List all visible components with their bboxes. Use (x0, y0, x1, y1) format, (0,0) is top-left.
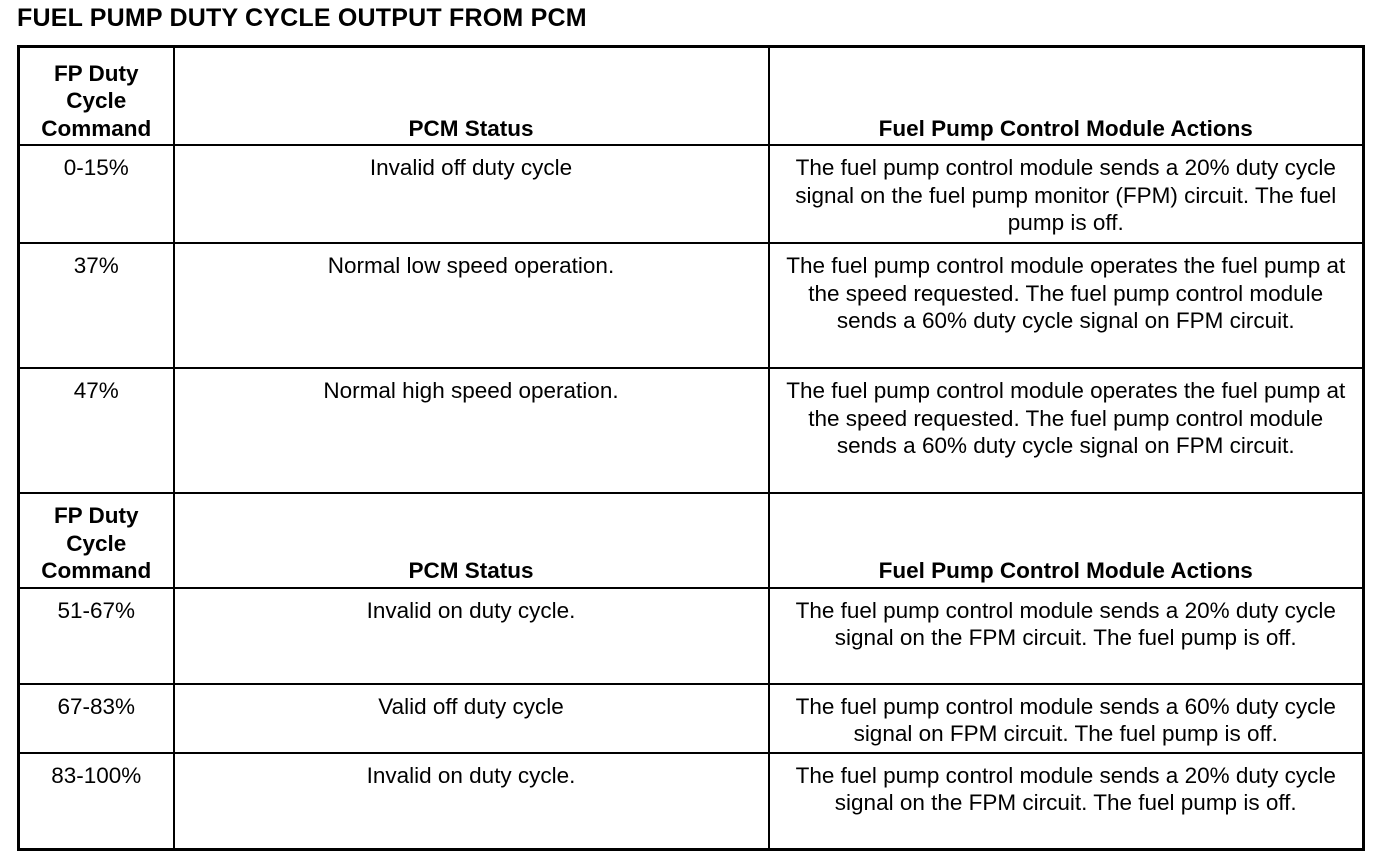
cell-action: The fuel pump control module sends a 20% duty cycle signal on the FPM circuit. The fuel pump is off. (769, 753, 1364, 850)
cell-command: 0-15% (19, 145, 174, 243)
table-header-row-repeat (19, 493, 1364, 588)
header-pcm-status: PCM Status (174, 47, 769, 146)
fuel-pump-duty-cycle-table (17, 45, 1365, 851)
cell-command: 47% (19, 368, 174, 493)
cell-command: 83-100% (19, 753, 174, 850)
table-row (19, 368, 1364, 493)
table-row (19, 684, 1364, 753)
table-row (19, 243, 1364, 368)
cell-command: 51-67% (19, 588, 174, 684)
cell-action: The fuel pump control module operates the fuel pump at the speed requested. The fuel pump control module sends a 60% duty cycle signal on FPM circuit. (769, 368, 1364, 493)
cell-command: 37% (19, 243, 174, 368)
table-row (19, 753, 1364, 850)
cell-action: The fuel pump control module sends a 20% duty cycle signal on the FPM circuit. The fuel pump is off. (769, 588, 1364, 684)
cell-status: Normal high speed operation. (174, 368, 769, 493)
header-fp-duty-cycle-command: FP Duty Cycle Command (19, 493, 174, 588)
cell-command: 67-83% (19, 684, 174, 753)
table-row (19, 145, 1364, 243)
cell-action: The fuel pump control module operates the fuel pump at the speed requested. The fuel pump control module sends a 60% duty cycle signal on FPM circuit. (769, 243, 1364, 368)
header-fp-duty-cycle-command: FP Duty Cycle Command (19, 47, 174, 146)
cell-action: The fuel pump control module sends a 60% duty cycle signal on FPM circuit. The fuel pump is off. (769, 684, 1364, 753)
header-fuel-pump-control-module-actions: Fuel Pump Control Module Actions (769, 493, 1364, 588)
cell-status: Invalid off duty cycle (174, 145, 769, 243)
table-row (19, 588, 1364, 684)
header-fuel-pump-control-module-actions: Fuel Pump Control Module Actions (769, 47, 1364, 146)
cell-status: Valid off duty cycle (174, 684, 769, 753)
cell-status: Invalid on duty cycle. (174, 753, 769, 850)
page-title: FUEL PUMP DUTY CYCLE OUTPUT FROM PCM (17, 4, 587, 32)
cell-action: The fuel pump control module sends a 20% duty cycle signal on the fuel pump monitor (FPM) circuit. The fuel pump is off. (769, 145, 1364, 243)
header-pcm-status: PCM Status (174, 493, 769, 588)
table-header-row (19, 47, 1364, 146)
cell-status: Invalid on duty cycle. (174, 588, 769, 684)
cell-status: Normal low speed operation. (174, 243, 769, 368)
